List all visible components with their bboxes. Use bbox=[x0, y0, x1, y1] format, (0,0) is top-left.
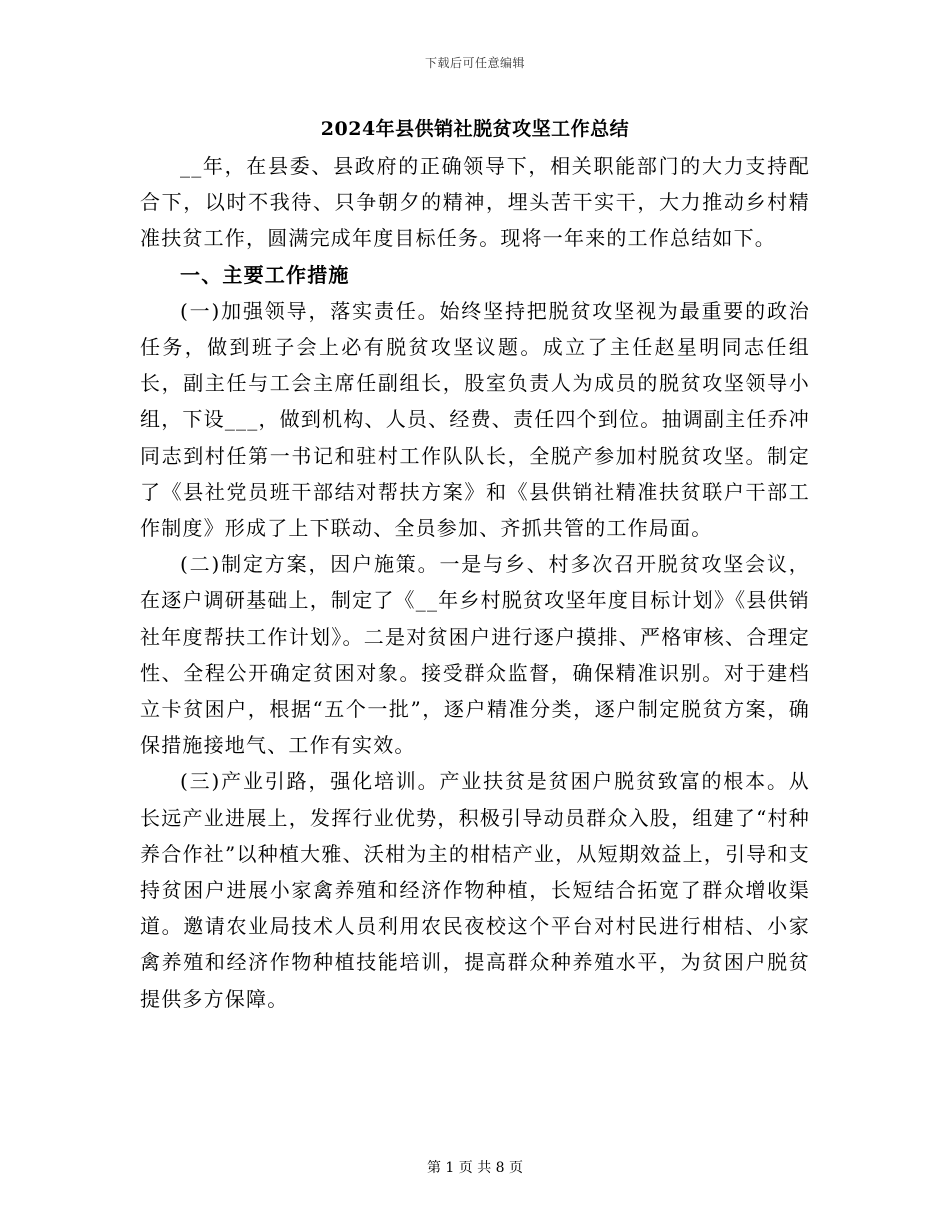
paragraph-planning: (二)制定方案，因户施策。一是与乡、村多次召开脱贫攻坚会议，在逐户调研基础上，制定了《__年乡村脱贫攻坚年度目标计划》《县供销社年度帮扶工作计划》。二是对贫困户进行逐户摸排、严格审核、合理定性、全程公开确定贫困对象。接受群众监督，确保精准识别。对于建档立卡贫困户，根据“五个一批”，逐户精准分类，逐户制定脱贫方案，确保措施接地气、工作有实效。 bbox=[140, 552, 810, 758]
header-note: 下载后可任意编辑 bbox=[424, 56, 525, 70]
section-heading: 一、主要工作措施 bbox=[180, 262, 350, 287]
paragraph-industry: (三)产业引路，强化培训。产业扶贫是贫困户脱贫致富的根本。从长远产业进展上，发挥行业优势，积极引导动员群众入股，组建了“村种养合作社”以种植大雅、沃柑为主的柑桔产业，从短期效益上，引导和支持贫困户进展小家禽养殖和经济作物种植，长短结合拓宽了群众增收渠道。邀请农业局技术人员利用农民夜校这个平台对村民进行柑桔、小家禽养殖和经济作物种植技能培训，提高群众种养殖水平，为贫困户脱贫提供多方保障。 bbox=[140, 769, 810, 1011]
intro-paragraph: __年，在县委、县政府的正确领导下，相关职能部门的大力支持配合下，以时不我待、只争朝夕的精神，埋头苦干实干，大力推动乡村精准扶贫工作，圆满完成年度目标任务。现将一年来的工作总结如下。 bbox=[140, 154, 810, 251]
page-footer: 第 1 页 共 8 页 bbox=[426, 1160, 524, 1176]
document-title: 2024年县供销社脱贫攻坚工作总结 bbox=[320, 118, 630, 140]
document-body bbox=[140, 148, 810, 1017]
paragraph-leadership: (一)加强领导，落实责任。始终坚持把脱贫攻坚视为最重要的政治任务，做到班子会上必有脱贫攻坚议题。成立了主任赵星明同志任组长，副主任与工会主席任副组长，股室负责人为成员的脱贫攻坚领导小组，下设___，做到机构、人员、经费、责任四个到位。抽调副主任乔冲同志到村任第一书记和驻村工作队队长，全脱产参加村脱贫攻坚。制定了《县社党员班干部结对帮扶方案》和《县供销社精准扶贫联户干部工作制度》形成了上下联动、全员参加、齐抓共管的工作局面。 bbox=[140, 298, 810, 541]
